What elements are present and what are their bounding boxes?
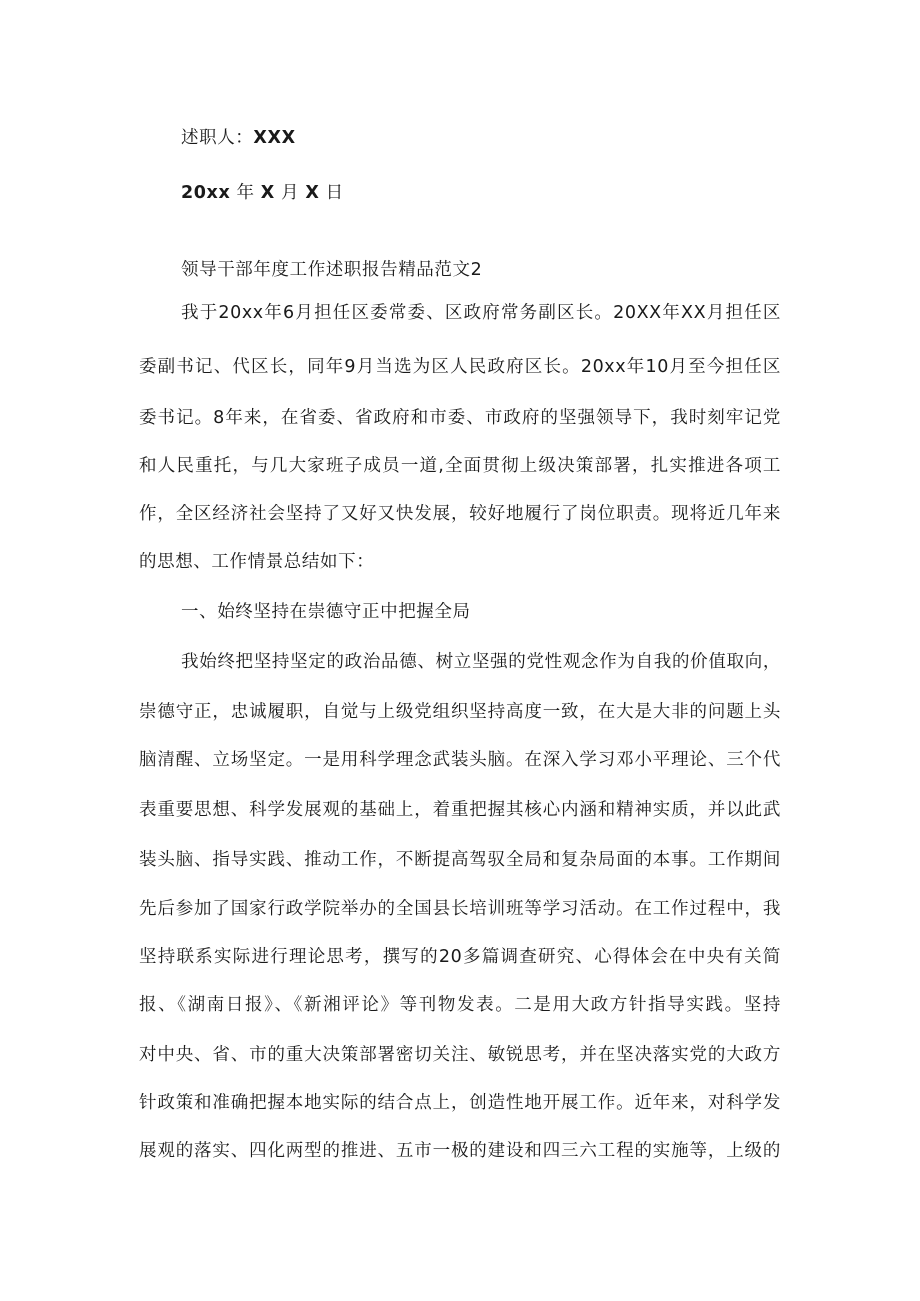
date-month-suffix: 月 [281, 183, 300, 203]
date-year: 20xx [181, 183, 231, 203]
paragraph-line: 对中央、省、市的重大决策部署密切关注、敏锐思考，并在坚决落实党的大政方 [139, 1045, 781, 1065]
author-line [181, 126, 296, 150]
date-year-suffix: 年 [236, 183, 255, 203]
paragraph-line: 表重要思想、科学发展观的基础上，着重把握其核心内涵和精神实质，并以此武 [139, 800, 781, 820]
paragraph-line: 作，全区经济社会坚持了又好又快发展，较好地履行了岗位职责。现将近几年来 [139, 504, 781, 524]
paragraph-line: 脑清醒、立场坚定。一是用科学理念武装头脑。在深入学习邓小平理论、三个代 [139, 750, 781, 770]
paragraph-line: 坚持联系实际进行理论思考，撰写的20多篇调查研究、心得体会在中央有关简 [139, 947, 781, 967]
paragraph-line: 先后参加了国家行政学院举办的全国县长培训班等学习活动。在工作过程中，我 [139, 899, 781, 919]
paragraph-line: 我始终把坚持坚定的政治品德、树立坚强的党性观念作为自我的价值取向， [181, 652, 781, 672]
paragraph-line: 崇德守正，忠诚履职，自觉与上级党组织坚持高度一致，在大是大非的问题上头 [139, 702, 781, 722]
date-line [181, 181, 344, 205]
paragraph-line: 报、《湖南日报》、《新湘评论》等刊物发表。二是用大政方针指导实践。坚持 [139, 995, 781, 1015]
date-month: X [260, 183, 275, 203]
date-day-suffix: 日 [325, 183, 344, 203]
paragraph-line: 委副书记、代区长，同年9月当选为区人民政府区长。20xx年10月至今担任区 [139, 357, 781, 377]
paragraph-line: 我于20xx年6月担任区委常委、区政府常务副区长。20XX年XX月担任区 [181, 303, 781, 323]
paragraph-line: 针政策和准确把握本地实际的结合点上，创造性地开展工作。近年来，对科学发 [139, 1093, 781, 1113]
paragraph-line: 委书记。8年来，在省委、省政府和市委、市政府的坚强领导下，我时刻牢记党 [139, 408, 781, 428]
author-label: 述职人： [181, 128, 254, 148]
section-heading: 一、始终坚持在崇德守正中把握全局 [181, 602, 471, 622]
paragraph-line: 和人民重托，与几大家班子成员一道,全面贯彻上级决策部署，扎实推进各项工 [139, 456, 781, 476]
date-day: X [305, 183, 320, 203]
paragraph-line: 装头脑、指导实践、推动工作，不断提高驾驭全局和复杂局面的本事。工作期间 [139, 850, 781, 870]
document-title: 领导干部年度工作述职报告精品范文2 [181, 260, 483, 280]
author-name: XXX [253, 128, 296, 148]
paragraph-line: 的思想、工作情景总结如下： [139, 552, 375, 572]
paragraph-line: 展观的落实、四化两型的推进、五市一极的建设和四三六工程的实施等，上级的 [139, 1141, 781, 1161]
